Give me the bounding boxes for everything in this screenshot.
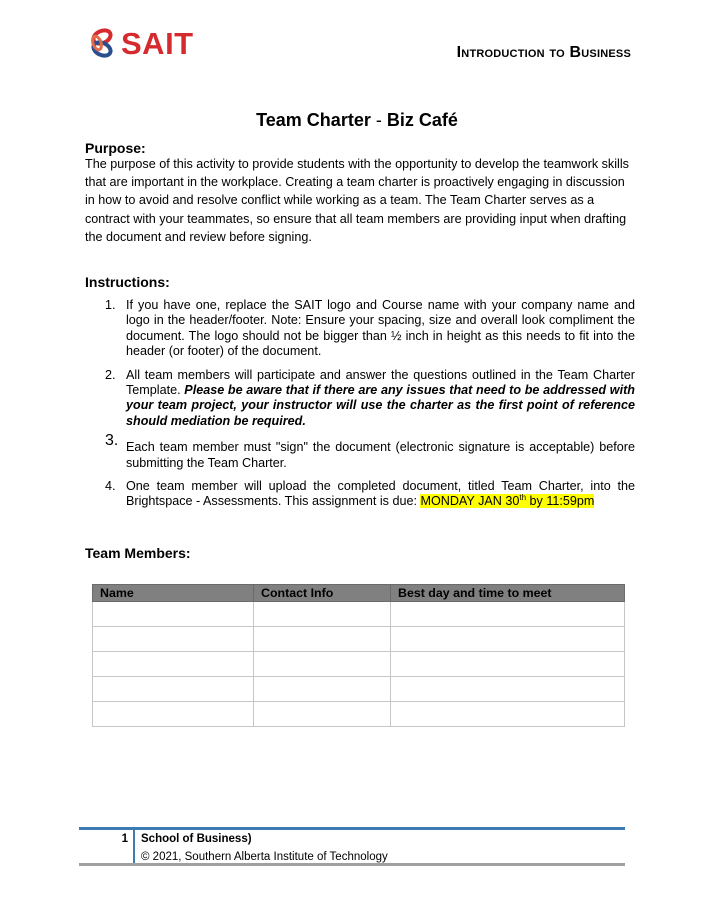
instructions-heading: Instructions: (85, 274, 170, 290)
list-item-text: One team member will upload the completed document, titled Team Charter, into the Brightspace - Assessments. This assignment is due: (126, 479, 635, 509)
list-item (85, 479, 635, 510)
meet-time-cell[interactable] (391, 677, 625, 702)
footer-school: School of Business) (141, 833, 252, 845)
list-item-text: All team members will participate and answer the questions outlined in the Team Charter Template. (126, 367, 635, 398)
table-row (93, 702, 625, 727)
meet-time-cell[interactable] (391, 627, 625, 652)
name-cell[interactable] (93, 602, 254, 627)
meet-time-cell[interactable] (391, 652, 625, 677)
table-row (93, 627, 625, 652)
footer-top-rule (79, 827, 625, 830)
list-item-text: If you have one, replace the SAIT logo and Course name with your company name and logo in the header/footer. Note: Ensure your spacing, size and overall look compliment the document. The logo should not be bigger than ½ inch in height as this needs to fit into the header (or footer) of the document. (126, 298, 635, 359)
column-header-contact: Contact Info (254, 585, 391, 602)
name-cell[interactable] (93, 652, 254, 677)
list-item (85, 298, 635, 360)
list-item-text: Each team member must "sign" the document (electronic signature is acceptable) before submitting the Team Charter. (126, 440, 635, 470)
contact-cell[interactable] (254, 627, 391, 652)
title-sub: Biz Café (386, 110, 458, 130)
table-row (93, 677, 625, 702)
name-cell[interactable] (93, 627, 254, 652)
name-cell[interactable] (93, 677, 254, 702)
name-cell[interactable] (93, 702, 254, 727)
contact-cell[interactable] (254, 677, 391, 702)
title-main: Team Charter (256, 110, 371, 130)
table-header-row (93, 585, 625, 602)
team-members-heading: Team Members: (85, 545, 191, 561)
footer-bottom-rule (79, 863, 625, 866)
due-date-highlight (420, 494, 594, 508)
footer-copyright: © 2021, Southern Alberta Institute of Technology (141, 851, 388, 863)
meet-time-cell[interactable] (391, 602, 625, 627)
sait-logo (86, 27, 194, 59)
list-item (85, 432, 635, 471)
purpose-heading: Purpose: (85, 140, 146, 156)
meet-time-cell[interactable] (391, 702, 625, 727)
contact-cell[interactable] (254, 602, 391, 627)
contact-cell[interactable] (254, 702, 391, 727)
contact-cell[interactable] (254, 652, 391, 677)
list-item (85, 368, 635, 430)
due-time: by 11:59pm (526, 494, 595, 509)
sait-logo-mark-icon (86, 27, 118, 59)
due-date-suffix: th (519, 493, 527, 503)
list-item-number: 1. (105, 298, 116, 312)
title-separator: - (370, 110, 387, 130)
logo-wordmark: SAIT (121, 25, 194, 61)
document-title (0, 110, 714, 131)
course-title: Introduction to Business (456, 44, 631, 61)
team-members-table (92, 584, 625, 727)
list-item-number: 3. (105, 432, 119, 450)
column-header-meet-time: Best day and time to meet (391, 585, 625, 602)
due-date: MONDAY JAN 30 (420, 494, 520, 509)
list-item-emphasis: Please be aware that if there are any issues that need to be addressed with your team project, your instructor will use the charter as the first point of reference should mediation be required. (126, 383, 635, 428)
list-item-number: 2. (105, 367, 116, 382)
table-row (93, 652, 625, 677)
table-row (93, 602, 625, 627)
footer-divider (133, 830, 135, 863)
purpose-text: The purpose of this activity to provide students with the opportunity to develop the teamwork skills that are important in the workplace. Creating a team charter is proactively engaging in discussion in how to avoid and resolve conflict while working as a team. The Team Charter serves as a contract with your teammates, so ensure that all team members are providing input when drafting the document and review before signing. (85, 157, 629, 244)
instructions-list (85, 298, 635, 518)
list-item-number: 4. (105, 479, 116, 494)
column-header-name: Name (93, 585, 254, 602)
page-number: 1 (121, 833, 128, 845)
